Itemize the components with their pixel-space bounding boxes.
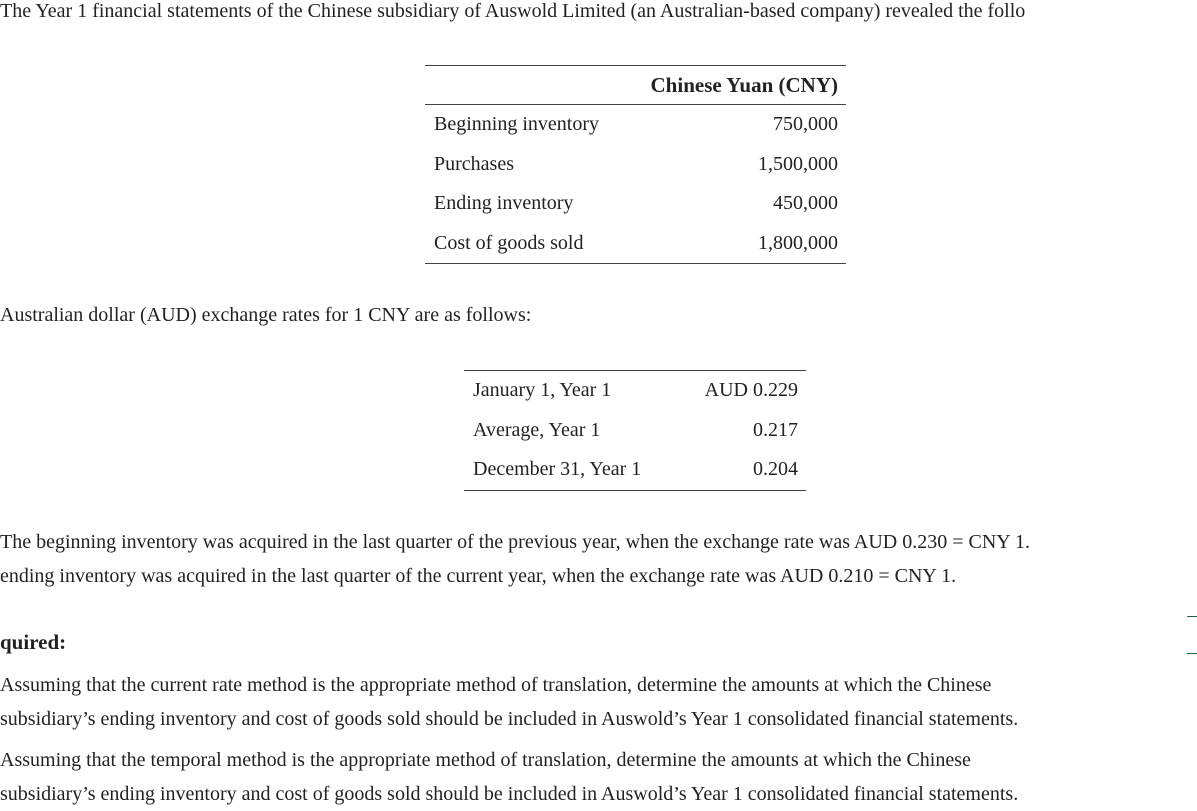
edge-divider-mark xyxy=(1187,653,1197,654)
row-label: Beginning inventory xyxy=(434,113,599,136)
table-row xyxy=(464,411,806,451)
question-2-line-2: subsidiary’s ending inventory and cost of goods sold should be included in Auswold’s Year 1 consolidated financial statements. xyxy=(0,783,1019,805)
table-row xyxy=(425,184,846,224)
row-label: Ending inventory xyxy=(434,192,574,215)
inventory-table-header-row xyxy=(425,66,846,105)
question-1-line-1: Assuming that the current rate method is the appropriate method of translation, determine the amounts at which the Chinese xyxy=(0,674,992,696)
row-label: Purchases xyxy=(434,152,514,175)
rate-value: 0.204 xyxy=(753,458,798,481)
rate-value: 0.217 xyxy=(753,418,798,441)
rates-intro-text: Australian dollar (AUD) exchange rates for 1 CNY are as follows: xyxy=(0,304,532,326)
table-row xyxy=(425,224,846,264)
inventory-acquisition-text-line-1: The beginning inventory was acquired in the last quarter of the previous year, when the exchange rate was AUD 0.230 = CNY 1. xyxy=(0,531,1030,553)
row-value: 450,000 xyxy=(773,192,838,215)
inventory-table-currency-header: Chinese Yuan (CNY) xyxy=(624,66,846,105)
question-2-line-1: Assuming that the temporal method is the appropriate method of translation, determine the amounts at which the Chinese xyxy=(0,749,971,771)
table-row xyxy=(425,105,846,145)
row-value: 1,500,000 xyxy=(758,152,838,175)
rate-date-label: Average, Year 1 xyxy=(473,418,601,441)
inventory-table-blank-header xyxy=(425,66,624,105)
table-row xyxy=(425,145,846,185)
rate-date-label: January 1, Year 1 xyxy=(473,379,612,402)
table-row xyxy=(464,371,806,411)
row-value: 750,000 xyxy=(773,113,838,136)
inventory-acquisition-text-line-2: ending inventory was acquired in the last quarter of the current year, when the exchange rate was AUD 0.210 = CNY 1. xyxy=(0,565,957,587)
exchange-rate-table xyxy=(464,370,806,491)
row-label: Cost of goods sold xyxy=(434,231,584,254)
rate-date-label: December 31, Year 1 xyxy=(473,458,642,481)
required-heading: quired: xyxy=(0,630,67,654)
row-value: 1,800,000 xyxy=(758,231,838,254)
question-1-line-2: subsidiary’s ending inventory and cost of goods sold should be included in Auswold’s Year 1 consolidated financial statements. xyxy=(0,708,1019,730)
table-row xyxy=(464,450,806,490)
intro-text: The Year 1 financial statements of the Chinese subsidiary of Auswold Limited (an Australian-based company) revealed the follo xyxy=(0,0,1026,22)
edge-divider-mark xyxy=(1187,616,1197,617)
rate-value: AUD 0.229 xyxy=(704,379,798,402)
inventory-table xyxy=(425,65,846,264)
